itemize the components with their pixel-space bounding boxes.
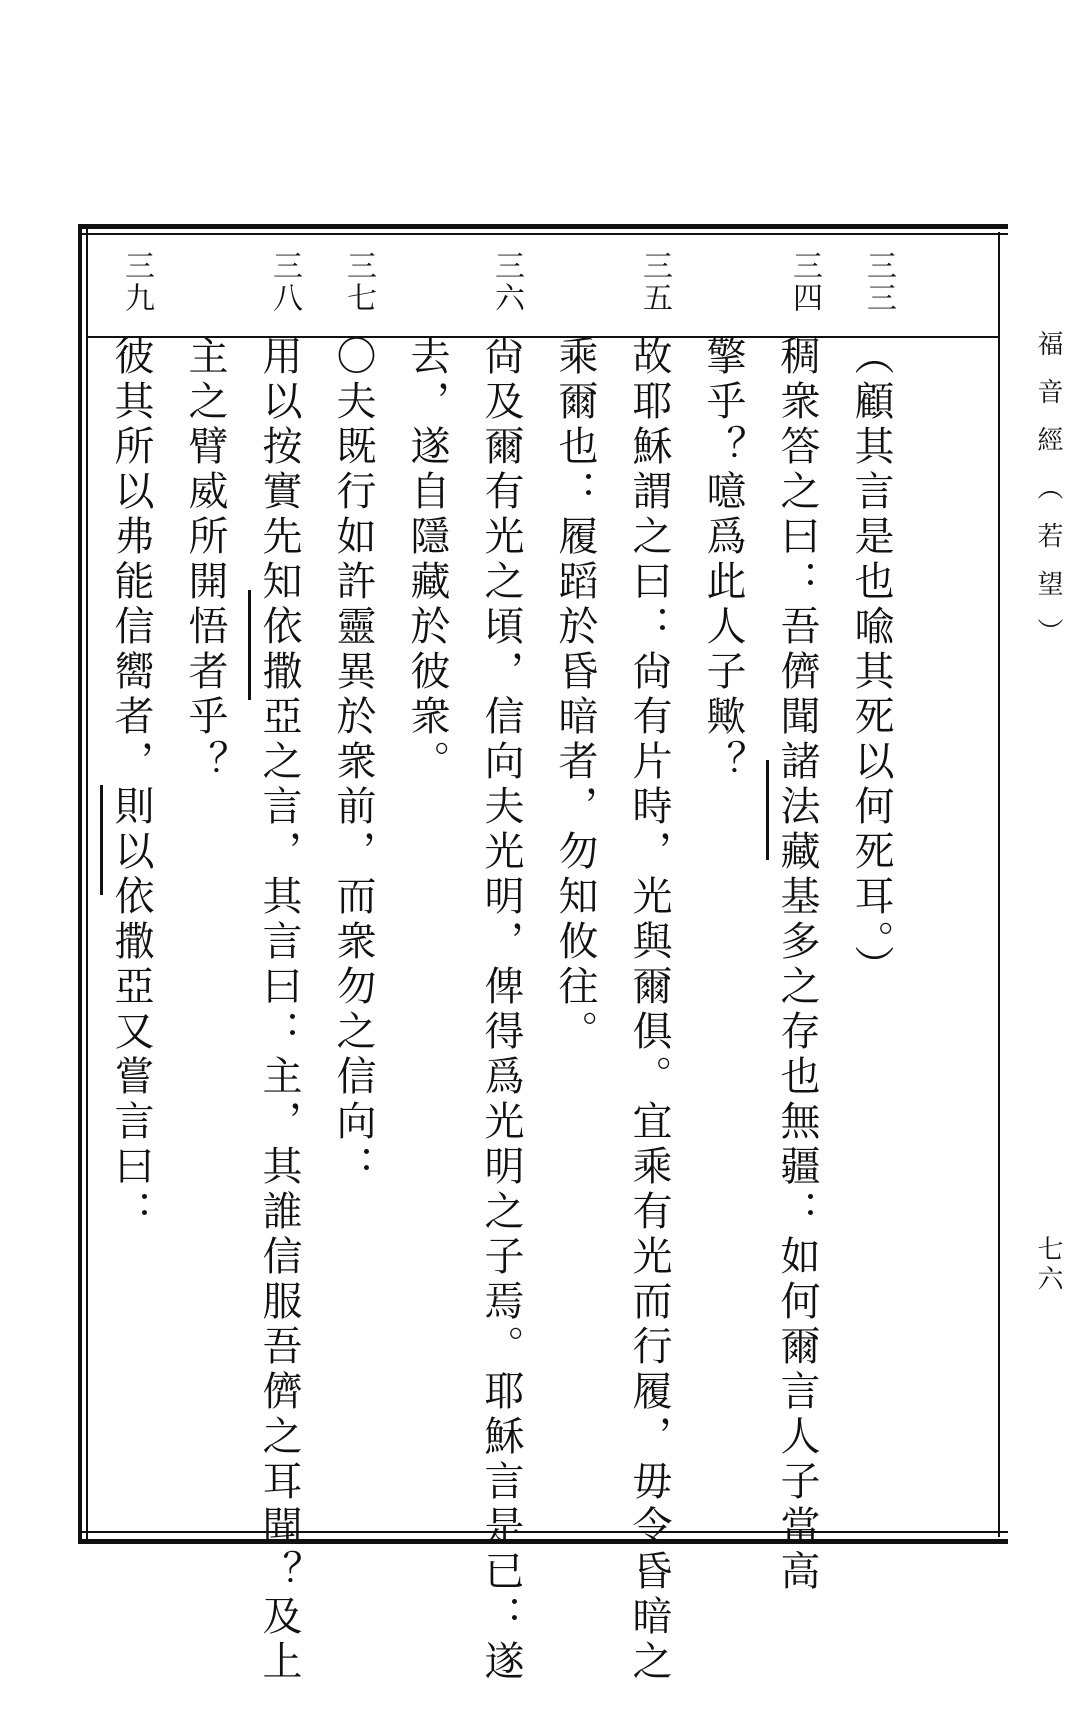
verse-text: 尙及爾有光之頃，信向夫光明，俾得爲光明之子焉。耶穌言是已：遂 [478,335,524,1685]
top-border-inner [78,233,1008,235]
verse-text: 故耶穌謂之曰：尙有片時，光與爾俱。宜乘有光而行履，毋令昏暗之 [626,335,672,1685]
verse-number: 三五 [637,250,672,314]
verse-text: 用以按實先知依撒亞之言，其言曰：主，其誰信服吾儕之耳聞？及上 [256,335,302,1685]
verse-text: 彼其所以弗能信嚮者，則以依撒亞又嘗言曰： [108,335,154,1235]
verse-number: 三四 [787,250,822,314]
verse-text: 主之臂威所開悟者乎？ [182,335,228,785]
book-title: 福音經（若望） [1033,330,1063,666]
top-border [78,224,1008,229]
page-number: 七六 [1033,1235,1063,1295]
left-border-inner [86,224,88,1544]
right-border [998,232,1000,1537]
verse-text: 乘爾也：履蹈於昏暗者，勿知攸往。 [552,335,598,1055]
verse-number: 三三 [861,250,896,314]
bottom-border-inner [78,1531,1008,1533]
verse-text: 擎乎？噫爲此人子歟？ [700,335,746,785]
verse-text: （顧其言是也喩其死以何死耳。） [848,335,894,990]
verse-number: 三九 [119,250,154,314]
left-border [78,224,82,1544]
proper-name-marker [766,760,769,860]
verse-text: 去，遂自隱藏於彼衆。 [404,335,450,785]
verse-number: 三七 [341,250,376,314]
proper-name-marker [248,590,251,700]
verse-text: 稠衆答之曰：吾儕聞諸法藏基多之存也無疆：如何爾言人子當高 [774,335,820,1595]
bottom-border [78,1539,1008,1544]
verse-number: 三八 [267,250,302,314]
verse-number: 三六 [489,250,524,314]
verse-text: 〇夫既行如許靈異於衆前，而衆勿之信向： [330,335,376,1190]
proper-name-marker [100,785,103,895]
